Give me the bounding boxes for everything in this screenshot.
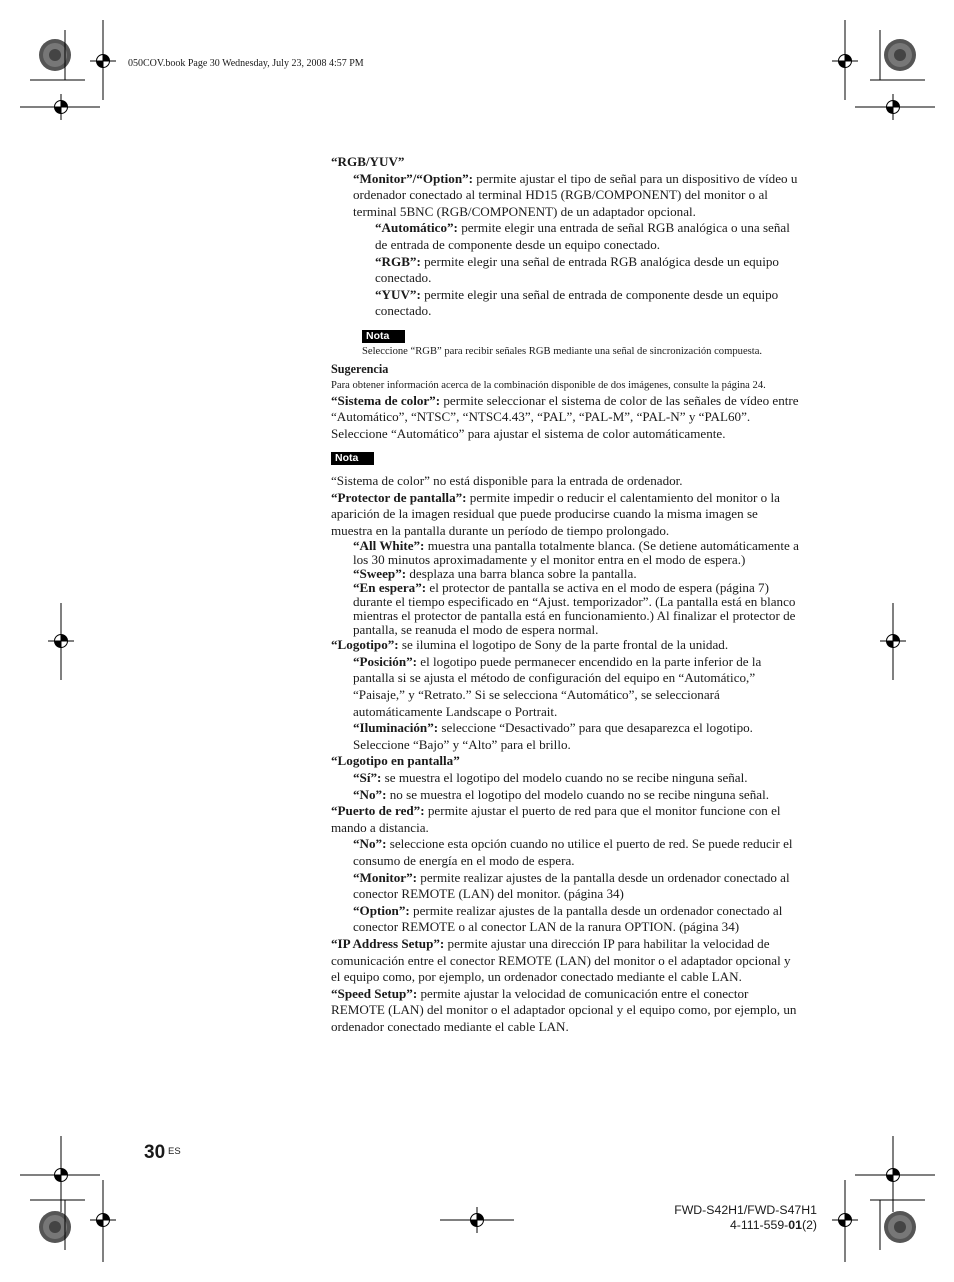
iluminacion-item: “Iluminación”: seleccione “Desactivado” para que desaparezca el logotipo. Seleccione “Bajo” y “Alto” para el brillo.	[353, 720, 753, 752]
rgb-yuv-title: “RGB/YUV”	[331, 154, 405, 169]
nota-2-text: “Sistema de color” no está disponible para la entrada de ordenador.	[331, 472, 683, 488]
logotipo-pantalla-title: “Logotipo en pantalla”	[331, 753, 460, 769]
sistema-color-item: “Sistema de color”: permite seleccionar el sistema de color de las señales de vídeo entre “Automático”, “NTSC”, “NTSC4.43”, “PAL”, “PAL-M”, “PAL-N” y “PAL60”. Seleccione “Automático” para ajustar el sistema de color automáticamente.	[331, 392, 799, 441]
page-number: 30	[144, 1142, 166, 1163]
manual-body	[331, 154, 801, 1036]
sweep-item: “Sweep”: desplaza una barra blanca sobre la pantalla.	[353, 566, 637, 582]
allwhite-item: “All White”: muestra una pantalla totalmente blanca. (Se detiene automáticamente a los 30 minutos aproximadamente y el monitor entra en el modo de espera.)	[353, 538, 799, 568]
no-item: “No”: no se muestra el logotipo del modelo cuando no se recibe ninguna señal.	[353, 786, 769, 802]
si-item: “Sí”: se muestra el logotipo del modelo cuando no se recibe ninguna señal.	[353, 770, 748, 786]
nota-1-text: Seleccione “RGB” para recibir señales RGB mediante una señal de sincronización compuesta.	[362, 345, 763, 357]
nota-label: Nota	[362, 330, 405, 343]
logotipo-item: “Logotipo”: se ilumina el logotipo de Sony de la parte frontal de la unidad.	[331, 637, 729, 653]
ip-address-item: “IP Address Setup”: permite ajustar una dirección IP para habilitar la velocidad de comunicación entre el conector REMOTE (LAN) del monitor o el adaptador opcional y el equipo como, por ejemplo, un ordenador conectado mediante el cable LAN.	[331, 935, 791, 985]
yuv-item: “YUV”: permite elegir una señal de entrada de componente desde un equipo conectado.	[375, 286, 779, 319]
protector-item: “Protector de pantalla”: permite impedir o reducir el calentamiento del monitor o la aparición de la imagen residual que puede producirse cuando la misma imagen se muestra en la pantalla durante un período de tiempo prolongado.	[331, 489, 780, 538]
espera-item: “En espera”: el protector de pantalla se activa en el modo de espera (página 7) durante el tiempo especificado en “Ajust. temporizador”. (La pantalla está en blanco mientras el protector de pantalla está en funcionamiento.) Al finalizar el protector de pantalla, se reanuda el modo de espera normal.	[353, 580, 796, 638]
nota-1	[331, 327, 801, 359]
option-red-item: “Option”: permite realizar ajustes de la pantalla desde un ordenador conectado al conector REMOTE o al conector LAN de la ranura OPTION. (página 34)	[353, 902, 783, 935]
nota-2	[331, 449, 801, 466]
no-red-item: “No”: seleccione esta opción cuando no utilice el puerto de red. Se puede reducir el consumo de energía en el modo de espera.	[353, 836, 793, 868]
document-code: 4-111-559-01(2)	[729, 1218, 817, 1232]
rgb-item: “RGB”: permite elegir una señal de entrada RGB analógica desde un equipo conectado.	[375, 253, 779, 286]
print-file-info: 050COV.book Page 30 Wednesday, July 23, 2008 4:57 PM	[128, 58, 364, 69]
speed-setup-item: “Speed Setup”: permite ajustar la velocidad de comunicación entre el conector REMOTE (LAN) del monitor o el adaptador opcional y el equipo como, por ejemplo, un ordenador conectado mediante el cable LAN.	[331, 985, 797, 1034]
model-info	[674, 1203, 817, 1233]
monitor-option-item: “Monitor”/“Option”: permite ajustar el tipo de señal para un dispositivo de vídeo u ordenador conectado al terminal HD15 (RGB/COMPONENT) del monitor o al terminal 5BNC (RGB/COMPONENT) de un adaptador opcional.	[353, 170, 798, 219]
sugerencia-text: Para obtener información acerca de la combinación disponible de dos imágenes, consulte la página 24.	[331, 379, 766, 391]
page-language: ES	[168, 1146, 181, 1157]
puerto-red-item: “Puerto de red”: permite ajustar el puerto de red para que el monitor funcione con el mando a distancia.	[331, 803, 781, 835]
nota-label: Nota	[331, 452, 374, 465]
automatico-item: “Automático”: permite elegir una entrada de señal RGB analógica o una señal de entrada de componente desde un equipo conectado.	[375, 220, 790, 252]
sugerencia-title: Sugerencia	[331, 361, 389, 376]
posicion-item: “Posición”: el logotipo puede permanecer encendido en la parte inferior de la pantalla si se ajusta el método de configuración del equipo en “Automático,” “Paisaje,” y “Retrato.” Si se selecciona “Automático”, se seleccionará automáticamente Landscape o Portrait.	[353, 653, 762, 719]
monitor-red-item: “Monitor”: permite realizar ajustes de la pantalla desde un ordenador conectado al conector REMOTE (LAN) del monitor. (página 34)	[353, 869, 790, 902]
model-name: FWD-S42H1/FWD-S47H1	[674, 1203, 817, 1217]
